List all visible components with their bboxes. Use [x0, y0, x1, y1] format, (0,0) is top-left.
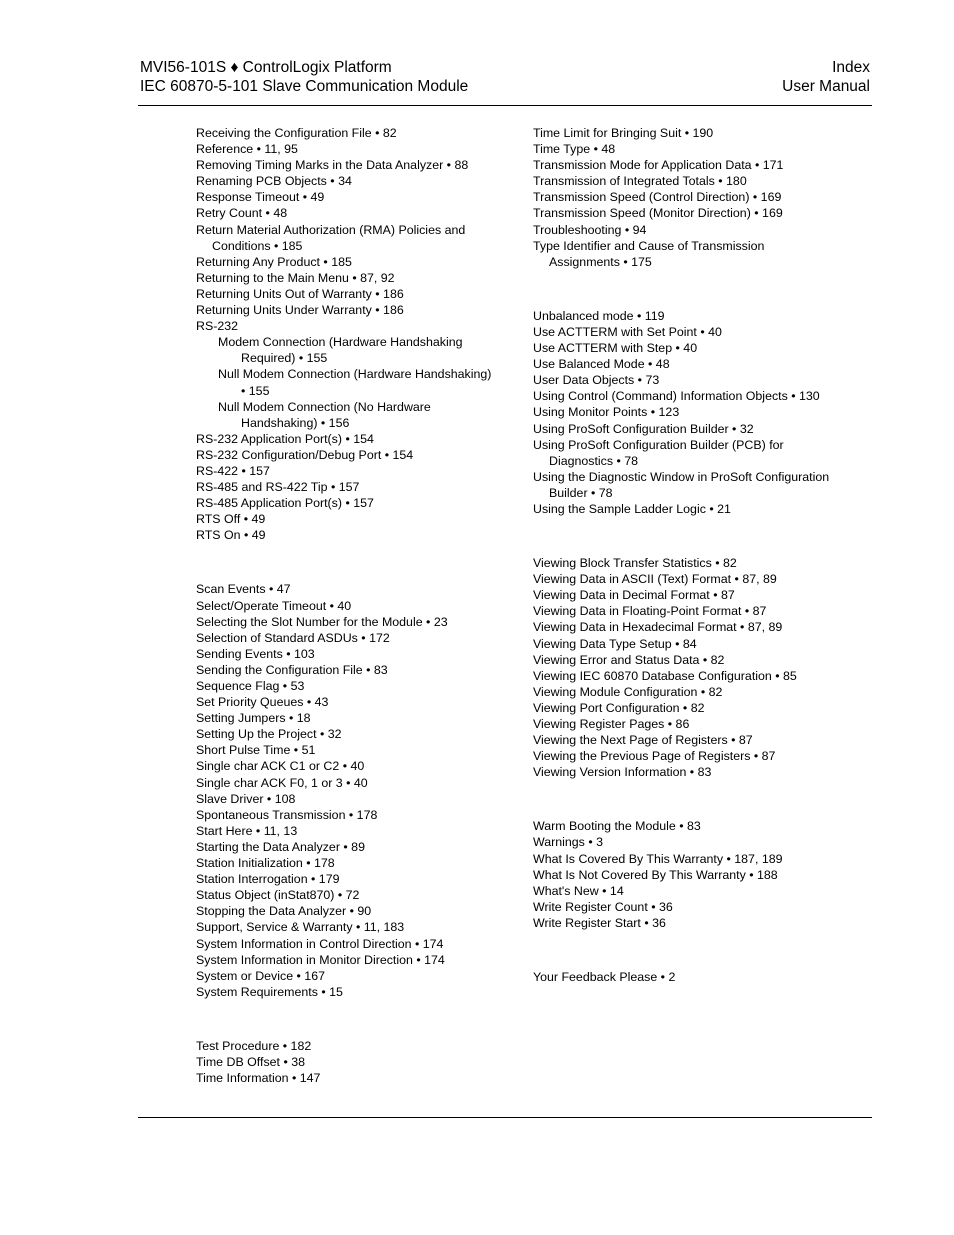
index-subentry: [196, 399, 496, 431]
index-entry: [196, 694, 496, 710]
index-entry: [196, 936, 496, 952]
index-entry-line: Transmission Mode for Application Data • 171: [533, 158, 784, 173]
index-entry: [196, 254, 496, 270]
index-entry: [533, 501, 853, 517]
index-entry: [533, 189, 853, 205]
index-entry-line: Slave Driver • 108: [196, 791, 296, 806]
index-entry: [533, 437, 853, 469]
index-entry-line: Time DB Offset • 38: [196, 1054, 306, 1069]
index-entry: [196, 823, 496, 839]
letter-group-gap: [533, 931, 853, 969]
index-entry-line: Viewing Version Information • 83: [533, 765, 712, 780]
index-entry: [533, 469, 853, 501]
index-entry-line: Spontaneous Transmission • 178: [196, 807, 378, 822]
index-entry-line: Short Pulse Time • 51: [196, 743, 316, 758]
index-column-left: [196, 125, 496, 1086]
index-entry-line: Test Procedure • 182: [196, 1038, 312, 1053]
index-entry: [533, 716, 853, 732]
index-entry-line: Viewing Data in Decimal Format • 87: [533, 588, 735, 603]
letter-group-gap: [196, 1000, 496, 1038]
index-entry: [533, 238, 853, 270]
index-entry-continuation: Builder • 78: [549, 485, 613, 500]
index-entry-line: Use ACTTERM with Set Point • 40: [533, 324, 722, 339]
index-entry-line: What Is Not Covered By This Warranty • 188: [533, 867, 778, 882]
index-entry-line: Warnings • 3: [533, 835, 603, 850]
index-entry-line: Use ACTTERM with Step • 40: [533, 341, 698, 356]
index-entry: [196, 630, 496, 646]
index-entry-line: RTS Off • 49: [196, 512, 266, 527]
index-entry-line: Scan Events • 47: [196, 582, 291, 597]
index-entry-line: Use Balanced Mode • 48: [533, 357, 670, 372]
index-entry-line: What Is Covered By This Warranty • 187, 189: [533, 851, 783, 866]
index-entry-line: Transmission Speed (Monitor Direction) • 169: [533, 206, 783, 221]
index-entry: [533, 652, 853, 668]
index-entry-line: Return Material Authorization (RMA) Policies and: [196, 222, 466, 237]
index-entry: [196, 318, 496, 334]
index-entry: [533, 668, 853, 684]
index-entry: [196, 775, 496, 791]
index-entry-line: Setting Up the Project • 32: [196, 727, 342, 742]
section-name: Index: [832, 59, 870, 76]
product-subtitle: IEC 60870-5-101 Slave Communication Module: [140, 78, 469, 95]
index-entry-line: System Requirements • 15: [196, 984, 343, 999]
index-entry-line: Time Type • 48: [533, 142, 616, 157]
index-entry-line: What's New • 14: [533, 883, 624, 898]
index-entry: [533, 834, 853, 850]
index-entry: [196, 984, 496, 1000]
index-entry: [533, 173, 853, 189]
index-entry-line: Unbalanced mode • 119: [533, 308, 665, 323]
index-entry: [196, 662, 496, 678]
letter-group-gap: [533, 517, 853, 555]
index-entry: [196, 598, 496, 614]
index-entry: [196, 855, 496, 871]
index-entry-line: Selection of Standard ASDUs • 172: [196, 630, 390, 645]
index-entry-line: Viewing Data in ASCII (Text) Format • 87, 89: [533, 572, 777, 587]
index-entry-line: Using the Diagnostic Window in ProSoft Configuration: [533, 469, 830, 484]
index-entry: [196, 903, 496, 919]
index-entry: [196, 614, 496, 630]
index-entry: [533, 421, 853, 437]
index-entry: [196, 678, 496, 694]
running-header-right: [782, 58, 870, 96]
index-entry: [533, 356, 853, 372]
index-entry-line: Sending Events • 103: [196, 646, 315, 661]
index-entry: [533, 388, 853, 404]
index-entry-continuation: Diagnostics • 78: [549, 453, 639, 468]
index-entry-line: Using ProSoft Configuration Builder (PCB) for: [533, 437, 784, 452]
index-entry-line: Write Register Count • 36: [533, 899, 673, 914]
index-entry: [196, 871, 496, 887]
index-entry-continuation: Required) • 155: [241, 351, 328, 366]
index-entry-line: Time Information • 147: [196, 1071, 321, 1086]
index-entry: [196, 791, 496, 807]
index-entry: [533, 684, 853, 700]
index-entry: [196, 1054, 496, 1070]
index-entry-continuation: Assignments • 175: [549, 254, 652, 269]
index-entry-line: Station Initialization • 178: [196, 856, 335, 871]
index-entry-line: Single char ACK F0, 1 or 3 • 40: [196, 775, 368, 790]
index-entry: [196, 479, 496, 495]
index-entry-line: Null Modem Connection (No Hardware: [218, 399, 431, 414]
index-entry-line: Using the Sample Ladder Logic • 21: [533, 501, 731, 516]
index-entry-line: Sequence Flag • 53: [196, 679, 305, 693]
index-entry: [533, 324, 853, 340]
footer-rule: [138, 1117, 872, 1118]
index-entry: [196, 205, 496, 221]
index-entry-line: Returning Units Under Warranty • 186: [196, 303, 404, 318]
index-entry-line: RS-422 • 157: [196, 463, 270, 478]
index-entry: [196, 1038, 496, 1054]
index-entry: [196, 157, 496, 173]
index-entry-line: Viewing Port Configuration • 82: [533, 700, 705, 715]
index-entry-line: Null Modem Connection (Hardware Handshaking): [218, 367, 492, 382]
index-entry-line: Viewing IEC 60870 Database Configuration • 85: [533, 668, 797, 683]
index-entry-line: Retry Count • 48: [196, 206, 288, 221]
index-entry: [196, 463, 496, 479]
index-entry-line: Receiving the Configuration File • 82: [196, 126, 397, 140]
index-entry: [196, 726, 496, 742]
index-entry-line: Station Interrogation • 179: [196, 872, 340, 887]
index-entry: [196, 447, 496, 463]
index-entry: [196, 302, 496, 318]
index-entry: [196, 222, 496, 254]
letter-group-gap: [533, 270, 853, 308]
index-entry: [533, 157, 853, 173]
index-entry: [196, 431, 496, 447]
index-entry-line: Your Feedback Please • 2: [533, 970, 676, 985]
index-entry-line: Starting the Data Analyzer • 89: [196, 839, 365, 854]
index-entry-line: Transmission Speed (Control Direction) • 169: [533, 190, 782, 205]
index-entry-line: Returning to the Main Menu • 87, 92: [196, 270, 395, 285]
index-entry-line: RS-485 and RS-422 Tip • 157: [196, 480, 360, 495]
index-entry: [533, 125, 853, 141]
index-entry: [196, 807, 496, 823]
index-entry: [196, 919, 496, 935]
index-entry-line: Viewing Data in Floating-Point Format • 87: [533, 604, 767, 619]
index-entry: [533, 404, 853, 420]
index-entry-line: Using Control (Command) Information Objects • 130: [533, 389, 820, 404]
index-entry-line: Returning Any Product • 185: [196, 254, 352, 269]
index-entry: [533, 340, 853, 356]
index-entry: [196, 710, 496, 726]
index-entry-line: Response Timeout • 49: [196, 190, 325, 205]
index-entry: [196, 125, 496, 141]
running-header-left: [140, 58, 468, 96]
index-entry: [196, 173, 496, 189]
header-rule: [138, 105, 872, 106]
index-entry: [533, 141, 853, 157]
index-entry-line: Reference • 11, 95: [196, 142, 298, 157]
index-entry-line: Warm Booting the Module • 83: [533, 819, 701, 834]
index-entry: [196, 511, 496, 527]
index-entry-line: Select/Operate Timeout • 40: [196, 598, 352, 613]
index-entry: [196, 270, 496, 286]
index-entry: [196, 527, 496, 543]
index-entry-continuation: Handshaking) • 156: [241, 415, 350, 430]
index-entry-line: Setting Jumpers • 18: [196, 711, 311, 726]
index-entry-line: RS-232 Application Port(s) • 154: [196, 431, 374, 446]
index-entry-line: Renaming PCB Objects • 34: [196, 174, 352, 189]
index-entry-line: Set Priority Queues • 43: [196, 695, 329, 710]
index-entry: [533, 732, 853, 748]
index-entry: [533, 603, 853, 619]
index-entry: [196, 581, 496, 597]
index-entry: [533, 969, 853, 985]
index-subentry: [196, 334, 496, 366]
index-entry: [533, 818, 853, 834]
index-entry: [196, 758, 496, 774]
index-entry-line: Viewing Data in Hexadecimal Format • 87, 89: [533, 620, 783, 635]
index-entry-line: Using Monitor Points • 123: [533, 405, 680, 420]
index-entry: [533, 308, 853, 324]
index-entry: [533, 205, 853, 221]
index-entry-line: Troubleshooting • 94: [533, 222, 647, 237]
index-entry: [533, 222, 853, 238]
index-entry-line: Returning Units Out of Warranty • 186: [196, 286, 404, 301]
index-entry-line: Single char ACK C1 or C2 • 40: [196, 759, 365, 774]
index-entry: [196, 839, 496, 855]
index-entry: [196, 742, 496, 758]
index-entry-line: Start Here • 11, 13: [196, 823, 298, 838]
letter-group-gap: [196, 543, 496, 581]
index-entry-line: RTS On • 49: [196, 528, 266, 543]
index-entry: [196, 1070, 496, 1086]
index-entry-line: RS-232: [196, 319, 239, 334]
index-entry: [533, 748, 853, 764]
index-entry: [196, 968, 496, 984]
index-entry-continuation: • 155: [241, 383, 270, 398]
index-entry: [533, 700, 853, 716]
index-entry-line: Viewing the Previous Page of Registers • 87: [533, 749, 776, 764]
index-entry: [533, 636, 853, 652]
index-entry-line: Viewing Module Configuration • 82: [533, 684, 723, 699]
letter-group-gap: [533, 780, 853, 818]
index-entry-line: Viewing Block Transfer Statistics • 82: [533, 556, 737, 571]
index-entry: [196, 286, 496, 302]
document-type: User Manual: [782, 78, 870, 95]
index-entry-line: Viewing Error and Status Data • 82: [533, 652, 725, 667]
index-entry: [533, 899, 853, 915]
index-subentry: [196, 366, 496, 398]
index-entry: [196, 189, 496, 205]
index-entry-line: RS-232 Configuration/Debug Port • 154: [196, 447, 414, 462]
index-entry: [533, 619, 853, 635]
index-entry-continuation: Conditions • 185: [212, 238, 303, 253]
index-entry-line: Modem Connection (Hardware Handshaking: [218, 335, 463, 350]
index-entry: [533, 851, 853, 867]
index-entry: [533, 372, 853, 388]
index-entry-line: Time Limit for Bringing Suit • 190: [533, 126, 714, 140]
index-entry-line: Status Object (inStat870) • 72: [196, 888, 360, 903]
index-entry: [533, 571, 853, 587]
index-entry-line: Write Register Start • 36: [533, 915, 666, 930]
index-entry-line: Viewing Register Pages • 86: [533, 717, 690, 731]
product-line: MVI56-101S ♦ ControlLogix Platform: [140, 59, 392, 76]
index-column-right: [533, 125, 853, 985]
index-entry: [533, 867, 853, 883]
index-entry-line: Viewing the Next Page of Registers • 87: [533, 733, 753, 748]
index-entry: [533, 555, 853, 571]
index-entry-line: Stopping the Data Analyzer • 90: [196, 904, 372, 919]
index-entry-line: User Data Objects • 73: [533, 373, 660, 388]
index-entry: [533, 883, 853, 899]
index-entry-line: System or Device • 167: [196, 968, 325, 983]
index-entry: [533, 587, 853, 603]
index-entry-line: Type Identifier and Cause of Transmission: [533, 238, 765, 253]
index-entry-line: System Information in Monitor Direction • 174: [196, 952, 445, 967]
index-entry-line: System Information in Control Direction • 174: [196, 936, 444, 951]
index-entry: [196, 646, 496, 662]
index-entry-line: Using ProSoft Configuration Builder • 32: [533, 421, 754, 436]
index-entry-line: Viewing Data Type Setup • 84: [533, 636, 697, 651]
index-entry: [533, 915, 853, 931]
index-entry-line: Sending the Configuration File • 83: [196, 662, 388, 677]
index-entry-line: RS-485 Application Port(s) • 157: [196, 496, 374, 511]
index-entry-line: Selecting the Slot Number for the Module • 23: [196, 614, 448, 629]
index-entry: [533, 764, 853, 780]
index-entry-line: Removing Timing Marks in the Data Analyzer • 88: [196, 158, 469, 173]
index-entry-line: Support, Service & Warranty • 11, 183: [196, 920, 405, 935]
index-entry: [196, 952, 496, 968]
index-entry: [196, 141, 496, 157]
index-entry: [196, 887, 496, 903]
index-entry: [196, 495, 496, 511]
index-entry-line: Transmission of Integrated Totals • 180: [533, 174, 747, 189]
